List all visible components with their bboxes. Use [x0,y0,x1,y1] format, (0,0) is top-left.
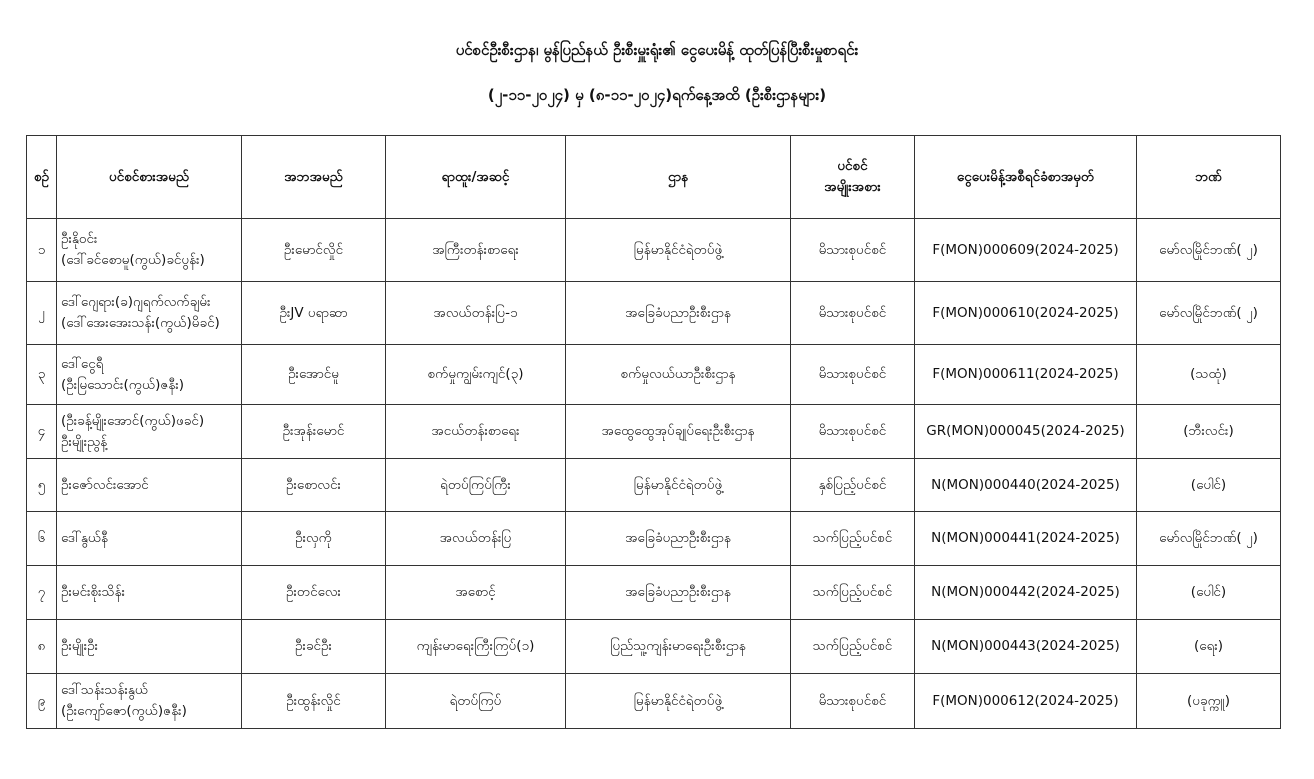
cell-pension-type: သက်ပြည့်ပင်စင် [791,566,915,620]
cell-department: ပြည်သူ့ကျန်းမာရေးဦးစီးဌာန [566,620,791,674]
document-title: ပင်စင်ဦးစီးဌာန၊ မွန်ပြည်နယ် ဦးစီးမှူးရုံး၏ ငွေပေးမိန့် ထုတ်ပြန်ပြီးစီးမှုစာရင်း [455,41,859,59]
cell-pensioner-name [57,405,242,459]
cell-no: ၁ [27,219,57,282]
cell-father-name: ဦးJV ပရာဆာ [242,282,386,345]
header-bank: ဘဏ် [1137,136,1281,219]
cell-bank: (ပခုက္ကူ) [1137,674,1281,729]
cell-pension-type: နှစ်ပြည့်ပင်စင် [791,459,915,512]
pensioner-name-line1: ဦးမျိုးဦး [61,638,99,654]
cell-order-no: GR(MON)000045(2024-2025) [915,405,1137,459]
cell-pension-type: မိသားစုပင်စင် [791,674,915,729]
cell-father-name: ဦးမောင်လှိုင် [242,219,386,282]
table-row [27,566,1281,620]
cell-department: အခြေခံပညာဦးစီးဌာန [566,566,791,620]
table-row [27,282,1281,345]
table-row [27,219,1281,282]
table-row [27,405,1281,459]
pensioner-name-line2: (ဒေါ်အေးအေးသန်း(ကွယ်)မိခင်) [61,315,220,331]
pensioner-name-line1: (ဦးခန့်မျိုးအောင်(ကွယ်)ဖခင်) [61,412,205,429]
header-no: စဉ် [27,136,57,219]
header-department: ဌာန [566,136,791,219]
cell-bank: မော်လမြိုင်ဘဏ်( ၂) [1137,512,1281,566]
cell-pensioner-name [57,620,242,674]
cell-position: ရဲတပ်ကြပ် [386,674,566,729]
header-pensioner: ပင်စင်စားအမည် [57,136,242,219]
cell-father-name: ဦးစောလင်း [242,459,386,512]
cell-position: ကျန်းမာရေးကြီးကြပ်(၁) [386,620,566,674]
cell-department: စက်မှုလယ်ယာဦးစီးဌာန [566,345,791,405]
cell-order-no: F(MON)000612(2024-2025) [915,674,1137,729]
document-subtitle: (၂-၁၁-၂၀၂၄) မှ (၈-၁၁-၂၀၂၄)ရက်နေ့အထိ (ဦးစီးဌာနများ) [487,86,827,104]
table-body [27,219,1281,729]
cell-pensioner-name [57,345,242,405]
pensioner-name-line2: (ဦးမြသောင်း(ကွယ်)ဇနီး) [61,376,185,393]
cell-bank: (ပေါင်) [1137,566,1281,620]
table-row [27,620,1281,674]
table-row [27,512,1281,566]
cell-department: အခြေခံပညာဦးစီးဌာန [566,282,791,345]
cell-bank: (ရေး) [1137,620,1281,674]
cell-position: စက်မှုကျွမ်းကျင်(၃) [386,345,566,405]
header-pension-type-line2: အမျိုးအစား [824,179,881,195]
cell-pensioner-name [57,219,242,282]
cell-bank: (ဘီးလင်း) [1137,405,1281,459]
table-row [27,674,1281,729]
cell-no: ၈ [27,620,57,674]
header-pension-type [791,136,915,219]
cell-pension-type: မိသားစုပင်စင် [791,345,915,405]
cell-position: အစောင့် [386,566,566,620]
cell-bank: မော်လမြိုင်ဘဏ်( ၂) [1137,219,1281,282]
cell-father-name: ဦးလှကို [242,512,386,566]
cell-pension-type: မိသားစုပင်စင် [791,282,915,345]
header-pension-type-line1: ပင်စင် [837,158,868,174]
pensioner-name-line2: ဦးမျိုးညွန့် [61,433,108,450]
cell-pensioner-name [57,566,242,620]
cell-father-name: ဦးအောင်မူ [242,345,386,405]
cell-bank: မော်လမြိုင်ဘဏ်( ၂) [1137,282,1281,345]
cell-no: ၉ [27,674,57,729]
pensioner-name-line1: ဒေါ်သန်းသန်းနွယ် [61,682,148,698]
cell-no: ၇ [27,566,57,620]
cell-bank: (သထုံ) [1137,345,1281,405]
cell-no: ၅ [27,459,57,512]
cell-order-no: N(MON)000441(2024-2025) [915,512,1137,566]
cell-pensioner-name [57,459,242,512]
pensioner-name-line1: ဒေါ်နွယ်နီ [61,530,108,546]
cell-department: မြန်မာနိုင်ငံရဲတပ်ဖွဲ့ [566,459,791,512]
table-row [27,345,1281,405]
cell-pension-type: သက်ပြည့်ပင်စင် [791,620,915,674]
header-father: အဘအမည် [242,136,386,219]
cell-no: ၄ [27,405,57,459]
header-row [27,136,1281,219]
cell-bank: (ပေါင်) [1137,459,1281,512]
cell-department: မြန်မာနိုင်ငံရဲတပ်ဖွဲ့ [566,674,791,729]
cell-order-no: N(MON)000443(2024-2025) [915,620,1137,674]
pensioner-name-line1: ဦးဇော်လင်းအောင် [61,476,149,493]
pensioner-name-line2: (ဦးကျော်ဇော(ကွယ်)ဇနီး) [61,703,187,719]
cell-order-no: N(MON)000442(2024-2025) [915,566,1137,620]
cell-order-no: F(MON)000609(2024-2025) [915,219,1137,282]
cell-department: အထွေထွေအုပ်ချုပ်ရေးဦးစီးဌာန [566,405,791,459]
pensioner-name-line1: ဒေါ်ငွေရီ [61,355,104,372]
pensioner-name-line1: ဦးနိုဝင်း [61,231,98,247]
cell-position: အငယ်တန်းစာရေး [386,405,566,459]
table-row [27,459,1281,512]
cell-order-no: F(MON)000610(2024-2025) [915,282,1137,345]
header-order-no: ငွေပေးမိန့်အစီရင်ခံစာအမှတ် [915,136,1137,219]
cell-father-name: ဦးခင်ဦး [242,620,386,674]
cell-department: အခြေခံပညာဦးစီးဌာန [566,512,791,566]
cell-position: ရဲတပ်ကြပ်ကြီး [386,459,566,512]
cell-no: ၃ [27,345,57,405]
pensioner-name-line2: (ဒေါ်ခင်စောမူ(ကွယ်)ခင်ပွန်း) [61,252,205,268]
cell-pensioner-name [57,512,242,566]
pensioner-name-line1: ဦးမင်းစိုးသိန်း [61,584,126,600]
cell-position: အလယ်တန်းပြ-၁ [386,282,566,345]
cell-position: အကြီးတန်းစာရေး [386,219,566,282]
cell-father-name: ဦးထွန်းလှိုင် [242,674,386,729]
cell-position: အလယ်တန်းပြ [386,512,566,566]
pension-table [26,135,1281,729]
cell-pension-type: မိသားစုပင်စင် [791,405,915,459]
cell-pensioner-name [57,674,242,729]
cell-pension-type: မိသားစုပင်စင် [791,219,915,282]
cell-order-no: F(MON)000611(2024-2025) [915,345,1137,405]
cell-order-no: N(MON)000440(2024-2025) [915,459,1137,512]
header-position: ရာထူး/အဆင့် [386,136,566,219]
cell-pensioner-name [57,282,242,345]
cell-father-name: ဦးအုန်းမောင် [242,405,386,459]
cell-department: မြန်မာနိုင်ငံရဲတပ်ဖွဲ့ [566,219,791,282]
cell-no: ၆ [27,512,57,566]
cell-no: ၂ [27,282,57,345]
cell-pension-type: သက်ပြည့်ပင်စင် [791,512,915,566]
pensioner-name-line1: ဒေါ်ဂျေရား(ခ)ဂျရက်လက်ချမ်း [61,294,211,310]
cell-father-name: ဦးတင်လေး [242,566,386,620]
